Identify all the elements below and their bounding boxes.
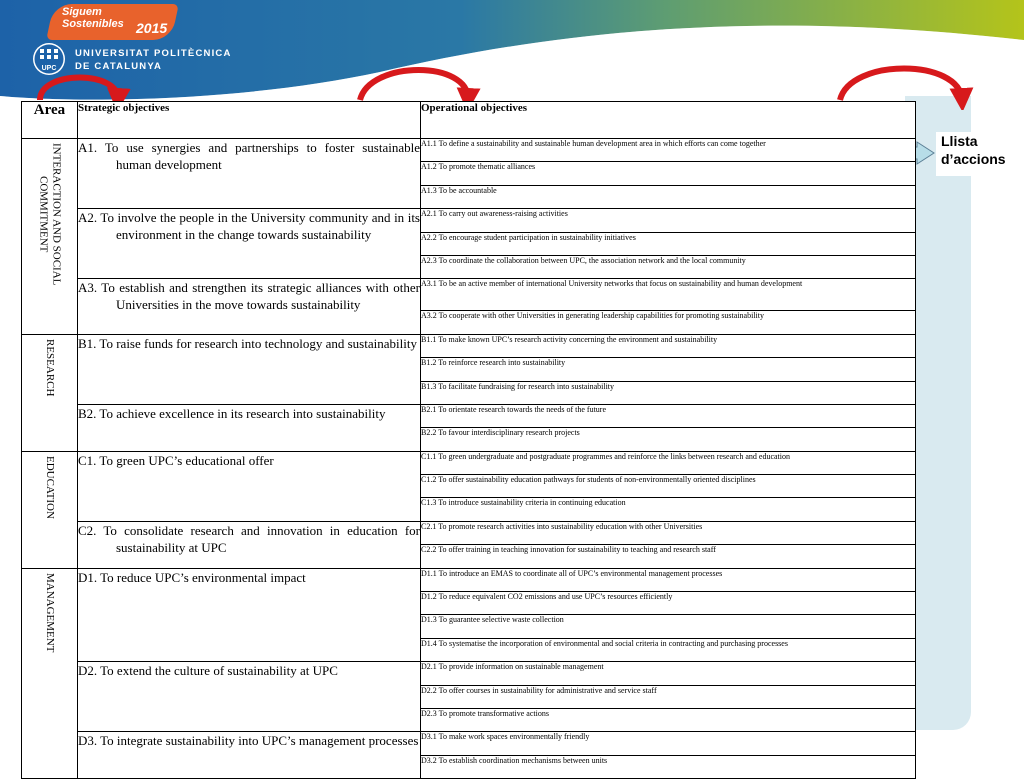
operational-objective-cell xyxy=(421,139,916,162)
header-operational: Operational objectives xyxy=(421,102,916,139)
objectives-table xyxy=(21,101,916,779)
operational-objective-cell xyxy=(421,162,916,185)
operational-objective-cell xyxy=(421,685,916,708)
operational-objective-cell xyxy=(421,185,916,208)
operational-objective-cell xyxy=(421,708,916,731)
operational-objective-cell xyxy=(421,732,916,755)
strategic-objective-cell xyxy=(78,334,421,404)
strategic-objective-cell xyxy=(78,209,421,279)
action-list-label-line1: Llista xyxy=(941,133,978,149)
table-row xyxy=(22,139,916,162)
operational-objective-text: A1.3 To be accountable xyxy=(421,185,497,195)
table-row xyxy=(22,334,916,357)
strategic-objective-text: C2. To consolidate research and innovation in education for sustainability at UPC xyxy=(78,522,420,555)
operational-objective-cell xyxy=(421,498,916,521)
operational-objective-text: B2.2 To favour interdisciplinary research projects xyxy=(421,428,580,438)
operational-objective-text: A2.3 To coordinate the collaboration between UPC, the association network and the local community xyxy=(421,255,746,265)
action-list-label xyxy=(936,132,1024,176)
table-row xyxy=(22,209,916,232)
operational-objective-text: D1.3 To guarantee selective waste collection xyxy=(421,615,564,625)
table-row xyxy=(22,662,916,685)
table-row xyxy=(22,732,916,755)
operational-objective-cell xyxy=(421,545,916,568)
university-name xyxy=(75,47,232,73)
operational-objective-text: D2.1 To provide information on sustainable management xyxy=(421,662,604,672)
operational-objective-cell xyxy=(421,475,916,498)
area-cell xyxy=(22,139,78,335)
operational-objective-cell xyxy=(421,521,916,544)
operational-objective-text: C2.1 To promote research activities into sustainability education with other Universities xyxy=(421,521,703,531)
strategic-objective-text: D1. To reduce UPC’s environmental impact xyxy=(78,569,306,585)
operational-objective-text: D1.4 To systematise the incorporation of environmental and social criteria in contracting and purchasing processes xyxy=(421,638,788,648)
operational-objective-text: A3.1 To be an active member of international University networks that focus on sustainability and human development xyxy=(421,279,803,289)
operational-objective-text: D1.2 To reduce equivalent CO2 emissions and use UPC’s resources efficiently xyxy=(421,592,673,602)
action-list-label-line2: d’accions xyxy=(941,151,1006,167)
operational-objective-cell xyxy=(421,334,916,357)
operational-objective-cell xyxy=(421,279,916,311)
strategic-objective-text: A1. To use synergies and partnerships to foster sustainable human development xyxy=(78,140,420,172)
strategic-objective-cell xyxy=(78,662,421,732)
area-label: EDUCATION xyxy=(44,455,56,519)
strategic-objective-text: B2. To achieve excellence in its research into sustainability xyxy=(78,405,386,421)
operational-objective-cell xyxy=(421,592,916,615)
operational-objective-text: B2.1 To orientate research towards the needs of the future xyxy=(421,404,607,414)
operational-objective-text: D3.2 To establish coordination mechanisms between units xyxy=(421,755,608,765)
operational-objective-cell xyxy=(421,232,916,255)
header-area: Area xyxy=(22,102,78,139)
operational-objective-text: A2.2 To encourage student participation in sustainability initiatives xyxy=(421,232,636,242)
area-cell xyxy=(22,568,78,779)
operational-objective-cell xyxy=(421,311,916,334)
header-strategic: Strategic objectives xyxy=(78,102,421,139)
operational-objective-text: A1.1 To define a sustainability and sustainable human development area in which efforts can come together xyxy=(421,139,766,148)
strategic-objective-cell xyxy=(78,568,421,662)
logo-label: UPC xyxy=(41,65,57,72)
operational-objective-text: A3.2 To cooperate with other Universities in generating leadership capabilities for promoting sustainability xyxy=(421,311,764,321)
upc-logo-icon xyxy=(32,42,66,76)
operational-objective-cell xyxy=(421,255,916,278)
strategic-objective-text: D3. To integrate sustainability into UPC’s management processes xyxy=(78,733,419,749)
slogan-year: 2015 xyxy=(136,20,168,36)
table-body xyxy=(22,139,916,779)
table-row xyxy=(22,521,916,544)
area-label: RESEARCH xyxy=(44,338,56,397)
operational-objective-cell xyxy=(421,638,916,661)
table-header-row xyxy=(22,102,916,139)
university-name-line1: UNIVERSITAT POLITÈCNICA xyxy=(75,48,232,59)
table-row xyxy=(22,568,916,591)
operational-objective-text: C1.3 To introduce sustainability criteria in continuing education xyxy=(421,498,626,508)
operational-objective-text: B1.3 To facilitate fundraising for research into sustainability xyxy=(421,381,615,391)
operational-objective-text: D2.2 To offer courses in sustainability for administrative and service staff xyxy=(421,685,657,695)
strategic-objective-text: D2. To extend the culture of sustainability at UPC xyxy=(78,663,338,679)
area-label: INTERACTION AND SOCIAL COMMITMENT xyxy=(37,143,63,286)
area-label: MANAGEMENT xyxy=(44,572,56,653)
operational-objective-text: A2.1 To carry out awareness-raising activities xyxy=(421,209,568,219)
operational-objective-cell xyxy=(421,358,916,381)
strategic-objective-cell xyxy=(78,732,421,779)
operational-objective-text: D3.1 To make work spaces environmentally friendly xyxy=(421,732,590,742)
operational-objective-cell xyxy=(421,404,916,427)
strategic-objective-text: C1. To green UPC’s educational offer xyxy=(78,452,274,468)
strategic-objective-text: A3. To establish and strengthen its strategic alliances with other Universities in the move towards sustainability xyxy=(78,280,420,313)
strategic-objective-cell xyxy=(78,404,421,451)
operational-objective-cell xyxy=(421,662,916,685)
table-row xyxy=(22,451,916,474)
strategic-objective-cell xyxy=(78,139,421,209)
operational-objective-text: C1.2 To offer sustainability education pathways for students of non-environmentally oriented disciplines xyxy=(421,475,756,485)
operational-objective-cell xyxy=(421,451,916,474)
operational-objective-cell xyxy=(421,209,916,232)
operational-objective-text: C1.1 To green undergraduate and postgraduate programmes and reinforce the links between research and education xyxy=(421,451,791,461)
operational-objective-text: A1.2 To promote thematic alliances xyxy=(421,162,536,172)
operational-objective-cell xyxy=(421,381,916,404)
strategic-objective-text: B1. To raise funds for research into technology and sustainability xyxy=(78,335,417,351)
table-row xyxy=(22,279,916,311)
strategic-objective-text: A2. To involve the people in the University community and in its environment in the change towards sustainability xyxy=(78,210,420,243)
table-row xyxy=(22,404,916,427)
operational-objective-cell xyxy=(421,755,916,778)
operational-objective-text: C2.2 To offer training in teaching innovation for sustainability to teaching and research staff xyxy=(421,545,716,555)
area-cell xyxy=(22,334,78,451)
operational-objective-cell xyxy=(421,428,916,451)
slogan-text: Siguem Sostenibles xyxy=(62,6,124,30)
university-name-line2: DE CATALUNYA xyxy=(75,61,163,72)
operational-objective-cell xyxy=(421,568,916,591)
operational-objective-text: B1.2 To reinforce research into sustainability xyxy=(421,358,566,368)
operational-objective-text: B1.1 To make known UPC’s research activity concerning the environment and sustainability xyxy=(421,334,718,344)
area-cell xyxy=(22,451,78,568)
strategic-objective-cell xyxy=(78,451,421,521)
strategic-objective-cell xyxy=(78,521,421,568)
operational-objective-text: D1.1 To introduce an EMAS to coordinate all of UPC’s environmental management processes xyxy=(421,568,723,578)
operational-objective-cell xyxy=(421,615,916,638)
operational-objective-text: D2.3 To promote transformative actions xyxy=(421,708,549,718)
strategic-objective-cell xyxy=(78,279,421,334)
